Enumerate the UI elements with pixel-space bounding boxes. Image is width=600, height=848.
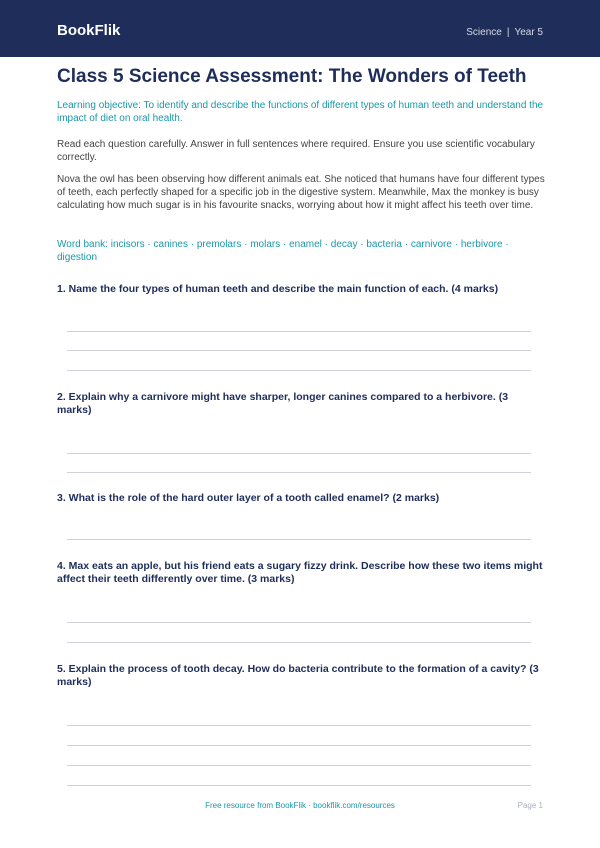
page-number: Page 1 [517,801,543,810]
page-title: Class 5 Science Assessment: The Wonders of Teeth [57,66,527,87]
instructions: Read each question carefully. Answer in full sentences where required. Ensure you use scientific vocabulary correctly. [57,139,535,163]
answer-line[interactable] [67,765,531,766]
question-4: 4. Max eats an apple, but his friend eats a sugary fizzy drink. Describe how these two items might affect their teeth differently over time. (3 marks) [57,560,543,585]
answer-line[interactable] [67,642,531,643]
answer-line[interactable] [67,622,531,623]
question-5: 5. Explain the process of tooth decay. How do bacteria contribute to the formation of a cavity? (3 marks) [57,663,539,688]
word-bank: Word bank: incisors · canines · premolars · molars · enamel · decay · bacteria · carnivore · herbivore · digestion [57,239,509,263]
answer-line[interactable] [67,350,531,351]
answer-line[interactable] [67,785,531,786]
year-label: Year 5 [514,27,543,38]
learning-objective: Learning objective: To identify and describe the functions of different types of human teeth and understand the impact of diet on oral health. [57,100,544,124]
subject-label: Science [466,27,502,38]
answer-line[interactable] [67,331,531,332]
question-3: 3. What is the role of the hard outer layer of a tooth called enamel? (2 marks) [57,492,440,504]
answer-line[interactable] [67,453,531,454]
brand-logo-text: BookFlik [57,22,121,39]
page-header [0,0,600,57]
meta-separator: | [506,27,510,38]
subject-year-label [466,27,543,38]
answer-line[interactable] [67,539,531,540]
question-1: 1. Name the four types of human teeth and describe the main function of each. (4 marks) [57,283,499,295]
answer-line[interactable] [67,725,531,726]
answer-line[interactable] [67,745,531,746]
footer-credit: Free resource from BookFlik · bookflik.com/resources [205,801,395,810]
answer-line[interactable] [67,472,531,473]
answer-line[interactable] [67,370,531,371]
story-paragraph: Nova the owl has been observing how different animals eat. She noticed that humans have four different types of teeth, each perfectly shaped for a specific job in the digestive system. Meanwhile, Max the monkey is busy calculating how much sugar is in his favourite snacks, worrying about how it might affect his teeth over time. [57,174,545,211]
question-2: 2. Explain why a carnivore might have sharper, longer canines compared to a herbivore. (3 marks) [57,391,509,416]
